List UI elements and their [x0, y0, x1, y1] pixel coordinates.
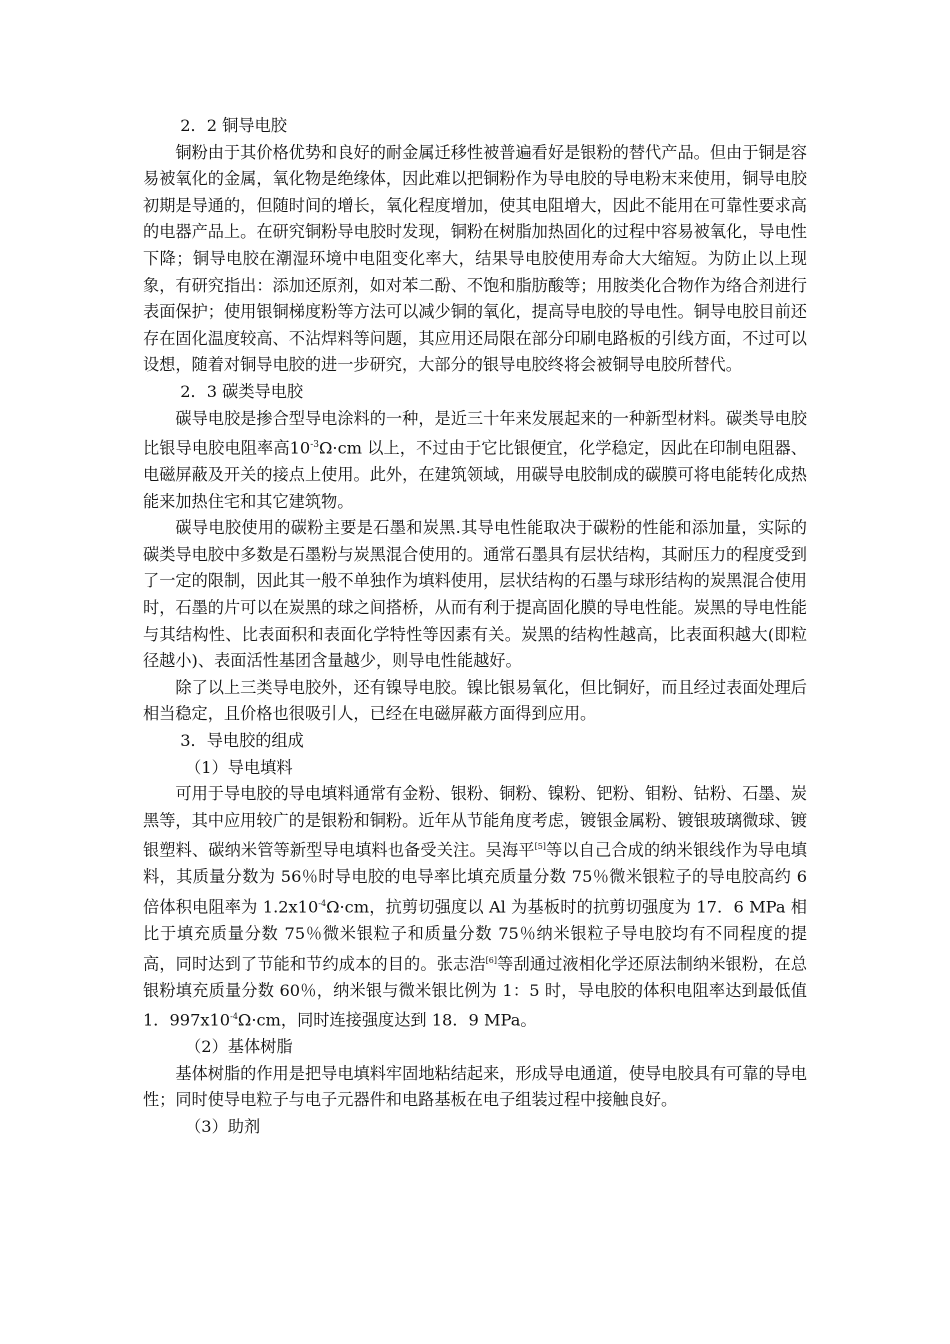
section-heading-composition: 3．导电胶的组成 [180, 731, 304, 751]
subheading-matrix-resin: （2）基体树脂 [185, 1037, 293, 1057]
text-run: 可用于导电胶的导电填料通常有金粉、银粉、铜粉、镍粉、钯粉、钼粉、钴粉、石墨、炭黑等，其中应用较广的是银粉和铜粉。近年从节能角度考虑，镀银金属粉、镀银玻璃微球、镀银塑料、碳纳米管等新型导电填料也备受关注。吴海平 [143, 784, 807, 860]
text-run: 碳导电胶是掺合型导电涂料的一种，是近三十年来发展起来的一种新型材料。碳类导电胶比银导电胶电阻率高10 [143, 408, 807, 458]
paragraph-carbon-intro [143, 406, 807, 516]
subheading-conductive-filler: （1）导电填料 [185, 757, 293, 777]
text-run: 等刮通过液相化学还原法制纳米银粉，在总银粉填充质量分数 60％，纳米银与微米银比例为 1：5 时，导电胶的体积电阻率达到最低值 1．997x10 [143, 953, 808, 1030]
superscript: -3 [310, 440, 319, 451]
superscript: -4 [230, 1012, 238, 1022]
superscript: -4 [318, 899, 327, 908]
citation-ref: [5] [534, 842, 546, 852]
citation-ref: [6] [485, 955, 497, 965]
paragraph-copy-adhesive: 铜粉由于其价格优势和良好的耐金属迁移性被普遍看好是银粉的替代产品。但由于铜是容易被氧化的金属，氧化物是绝缘体，因此难以把铜粉作为导电胶的导电粉末来使用，铜导电胶初期是导通的，但随时间的增长，氧化程度增加，使其电阻增大，因此不能用在可靠性要求高的电器产品上。在研究铜粉导电胶时发现，铜粉在树脂加热固化的过程中容易被氧化，导电性下降；铜导电胶在潮湿环境中电阻变化率大，结果导电胶使用寿命大大缩短。为防止以上现象，有研究指出：添加还原剂，如对苯二酚、不饱和脂肪酸等；用胺类化合物作为络合剂进行表面保护；使用银铜梯度粉等方法可以减少铜的氧化，提高导电胶的导电性。铜导电胶目前还存在固化温度较高、不沾焊料等问题，其应用还局限在部分印刷电路板的引线方面，不过可以设想，随着对铜导电胶的进一步研究，大部分的银导电胶终将会被铜导电胶所替代。 [143, 142, 807, 375]
text-run: Ω·cm，抗剪切强度以 Al 为基板时的抗剪切强度为 17．6 MPa 相比于填充质量分数 75％微米银粒子和质量分数 75％纳米银粒子导电胶均有不同程度的提高，同时达到了节能和节约成本的目的。张志浩 [143, 897, 807, 973]
section-heading-copy-adhesive: 2．2 铜导电胶 [180, 116, 287, 135]
paragraph-matrix-resin: 基体树脂的作用是把导电填料牢固地粘结起来，形成导电通道，使导电胶具有可靠的导电性；同时使导电粒子与电子元器件和电路基板在电子组装过程中接触良好。 [143, 1063, 807, 1110]
section-heading-carbon-adhesive: 2．3 碳类导电胶 [180, 381, 304, 401]
text-run: 等以自己合成的纳米银线作为导电填料，其质量分数为 56％时导电胶的电导率比填充质量分数 75％微米银粒子的导电胶高约 6 倍体积电阻率为 1.2x10 [143, 840, 807, 917]
subheading-additives: （3）助剂 [185, 1116, 261, 1136]
paragraph-carbon-powder: 碳导电胶使用的碳粉主要是石墨和炭黑.其导电性能取决于碳粉的性能和添加量，实际的碳类导电胶中多数是石墨粉与炭黑混合使用的。通常石墨具有层状结构，其耐压力的程度受到了一定的限制，因此其一般不单独作为填料使用，层状结构的石墨与球形结构的炭黑混合使用时，石墨的片可以在炭黑的球之间搭桥，从而有利于提高固化膜的导电性能。炭黑的导电性能与其结构性、比表面积和表面化学特性等因素有关。炭黑的结构性越高，比表面积越大(即粒径越小)、表面活性基团含量越少，则导电性能越好。 [143, 518, 807, 671]
paragraph-nickel-adhesive: 除了以上三类导电胶外，还有镍导电胶。镍比银易氧化，但比铜好，而且经过表面处理后相当稳定，且价格也很吸引人，已经在电磁屏蔽方面得到应用。 [143, 677, 807, 724]
paragraph-conductive-filler [143, 781, 807, 1034]
text-run: Ω·cm，同时连接强度达到 18．9 MPa。 [237, 1010, 537, 1030]
document-body [143, 113, 807, 1141]
text-run: Ω·cm 以上，不过由于它比银便宜，化学稳定，因此在印制电阻器、电磁屏蔽及开关的接点上使用。此外，在建筑领域，用碳导电胶制成的碳膜可将电能转化成热能来加热住宅和其它建筑物。 [143, 438, 807, 511]
